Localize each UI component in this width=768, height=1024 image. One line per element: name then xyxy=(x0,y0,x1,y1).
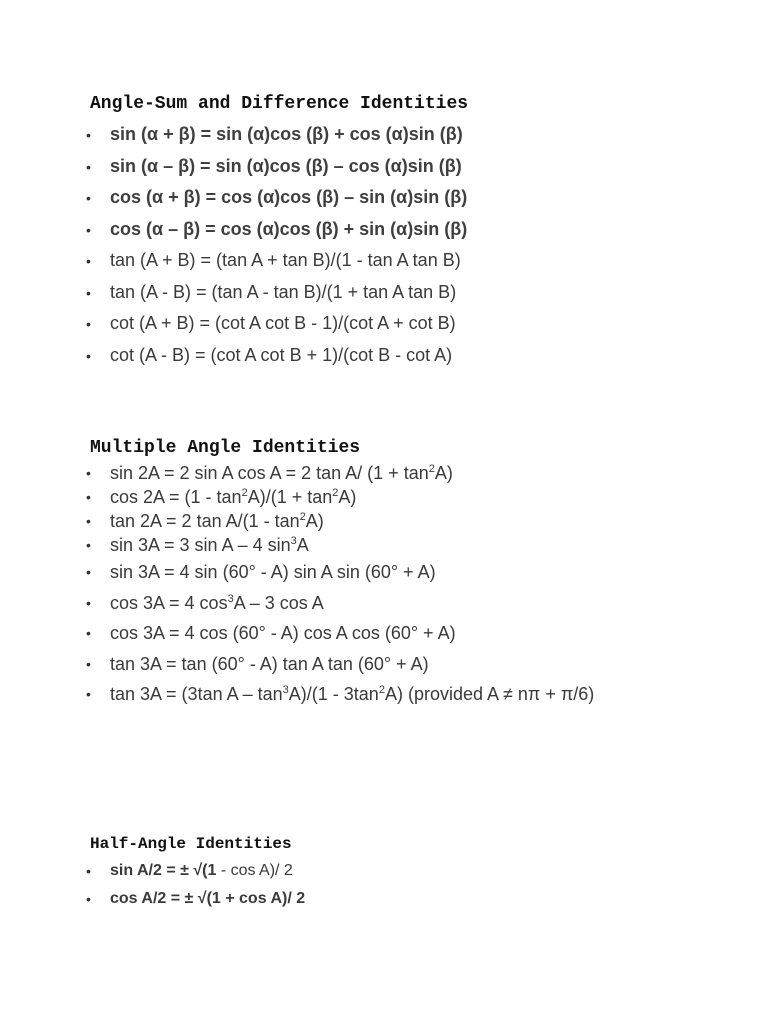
bullet-icon: • xyxy=(86,513,91,529)
bullet-icon: • xyxy=(86,465,91,481)
bullet-icon: • xyxy=(86,253,91,269)
identity-list xyxy=(86,119,750,371)
list-item: • tan (A + B) = (tan A + tan B)/(1 - tan A tan B) xyxy=(90,245,750,277)
list-item: • cot (A + B) = (cot A cot B - 1)/(cot A + cot B) xyxy=(90,308,750,340)
bullet-icon: • xyxy=(86,158,91,175)
section-title: Half-Angle Identities xyxy=(90,835,292,853)
bullet-icon: • xyxy=(86,564,91,580)
bullet-icon: • xyxy=(86,190,91,206)
list-item: • cos (α + β) = cos (α)cos (β) – sin (α)sin (β) xyxy=(90,182,750,214)
list-item: • tan (A - B) = (tan A - tan B)/(1 + tan A tan B) xyxy=(90,277,750,309)
bullet-icon: • xyxy=(86,284,91,301)
identity-list xyxy=(86,461,750,710)
bullet-icon: • xyxy=(86,489,91,505)
list-item: • cos A/2 = ± √(1 + cos A)/ 2 xyxy=(90,885,750,913)
bullet-icon: • xyxy=(86,594,91,611)
bullet-icon: • xyxy=(86,891,91,907)
bullet-icon: • xyxy=(86,221,91,238)
bullet-icon: • xyxy=(86,863,91,879)
bullet-icon: • xyxy=(86,686,91,702)
list-item: • tan 3A = tan (60° - A) tan A tan (60° + A) xyxy=(90,649,750,680)
list-item: • tan 2A = 2 $\tan A/(1 - \tan^2A)$ xyxy=(86,511,324,531)
section-title: Angle-Sum and Difference Identities xyxy=(90,94,469,114)
list-item: • sin (α + β) = sin (α)cos (β) + cos (α)sin (β) xyxy=(90,119,750,151)
identity-list xyxy=(86,857,750,913)
list-item: • sin 3A = 4 sin (60° - A) sin A sin (60° + A) xyxy=(90,557,750,588)
list-item: • sin A/2 = ± √(1 - cos A)/ 2 xyxy=(90,857,750,885)
angle-sum-difference-section xyxy=(86,93,750,371)
bullet-icon: • xyxy=(86,655,91,672)
list-item: • cos (α – β) = cos (α)cos (β) + sin (α)sin (β) xyxy=(90,214,750,246)
list-item: • sin 3A = 3 sin A – 4 $\sin^3A$ xyxy=(86,535,309,555)
bullet-icon: • xyxy=(86,316,91,332)
list-item: • tan 3A = (3tan A – $\tan^3A)/(1 - 3\tan^2A)$ (provided A ≠ nπ + π/6) xyxy=(90,679,750,710)
list-item: • cos 3A = 4 cos (60° - A) cos A cos (60° + A) xyxy=(90,618,750,649)
list-item: • cos 3A = 4 $\cos^3A - 3$ cos A xyxy=(90,588,750,619)
bullet-icon: • xyxy=(86,127,91,143)
section-title: Multiple Angle Identities xyxy=(90,438,361,458)
multiple-angle-section xyxy=(86,437,750,710)
bullet-icon: • xyxy=(86,537,91,553)
list-item: • sin 2A = 2 sin A cos A = 2 tan A/ $(1 + \tan^2A)$ xyxy=(86,463,453,483)
list-item: • cot (A - B) = (cot A cot B + 1)/(cot B - cot A) xyxy=(90,340,750,372)
list-item: • $\cos 2A = (1 - \tan^2A)/(1 + \tan^2A)$ xyxy=(86,487,357,507)
half-angle-section xyxy=(86,833,750,913)
list-item: • sin (α – β) = sin (α)cos (β) – cos (α)sin (β) xyxy=(90,151,750,183)
bullet-icon: • xyxy=(86,347,91,364)
bullet-icon: • xyxy=(86,625,91,641)
